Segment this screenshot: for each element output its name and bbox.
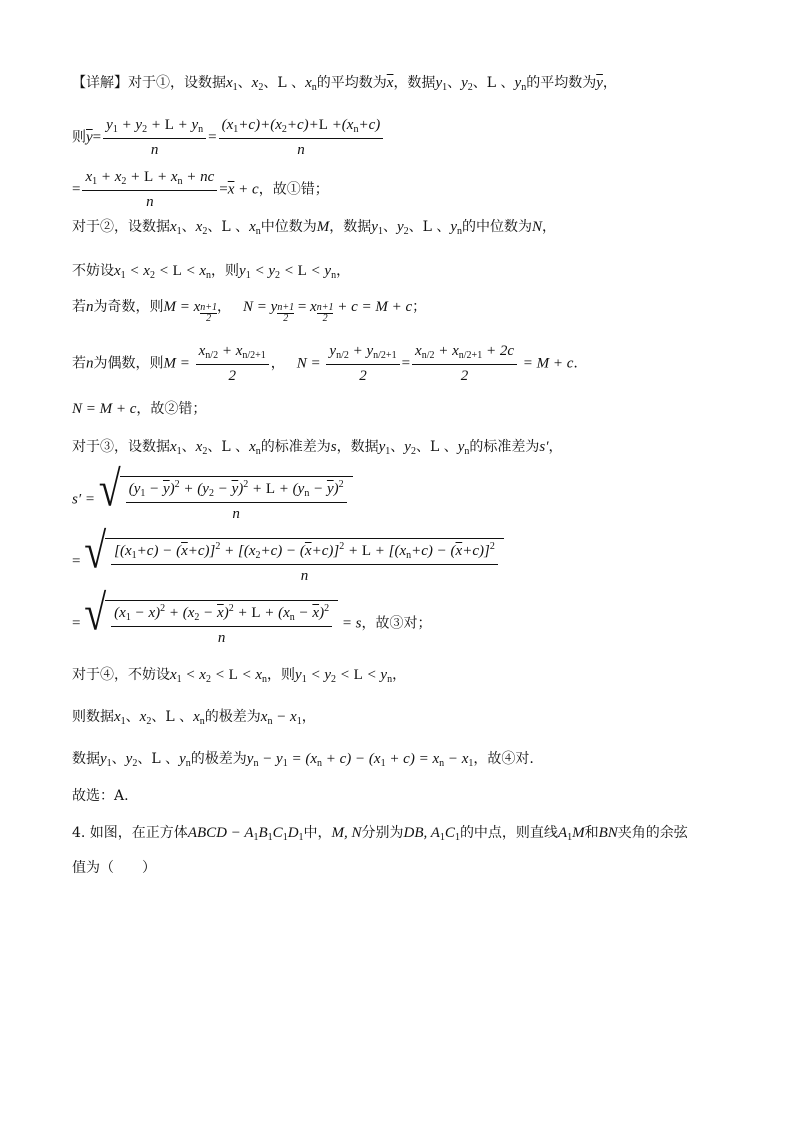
solution-line-10: s′ = √ $\frac{(y_1 - \overline{y})^2 + (y_2 - \overline{y})^2 + L + (y_n - \overline{y})^2}{n}$ [72,476,353,523]
solution-line-13: 对于④，不妨设$x_1 < x_2 < L < x_n$，则$y_1 < y_2 < L < y_n$， [72,667,407,685]
solution-line-5: 不妨设$x_1 < x_2 < L < x_n$，则$y_1 < y_2 < L < y_n$， [72,263,351,281]
solution-line-12: = √ $\frac{(x_1 - x)^2 + (x_2 - \overline{x})^2 + L + (x_n - \overline{x})^2}{n}$ = s，故③对； [72,584,432,646]
answer-line: 故选：A. [72,788,129,804]
question-4-line-2: 值为（ ） [72,860,156,876]
solution-line-4: 对于②，设数据$x_1$、$x_2$、L 、$x_n$中位数为M，数据$y_1$、$y_2$、L 、$y_n$的中位数为N， [72,219,557,237]
solution-line-3: = $\frac{x_1 + x_2 + L + x_n + nc}{n}$ $=\overline{x} + c$，故①错； [72,169,329,210]
solution-line-1: 【详解】对于①，设数据$x_1$、$x_2$、L 、$x_n$的平均数为$\overline{x}$，数据$y_1$、$y_2$、L 、$y_n$的平均数为$\overline{y}$， [72,75,617,93]
solution-line-6: 若n为奇数，则M = x $\frac{n+1}{2}$ ， N = y $\frac{n+1}{2}$ = x $\frac{n+1}{2}$ + c = M + c； [72,299,427,324]
solution-line-8: N = M + c，故②错； [72,401,207,417]
solution-line-14: 则数据$x_1$、$x_2$、L 、$x_n$的极差为$x_n - x_1$， [72,709,316,727]
solution-line-15: 数据$y_1$、$y_2$、L 、$y_n$的极差为$y_n - y_1 = (x_n + c) - (x_1 + c) = x_n - x_1$，故④对. [72,751,534,769]
solution-line-9: 对于③，设数据$x_1$、$x_2$、L 、$x_n$的标准差为s，数据$y_1$、$y_2$、L 、$y_n$的标准差为s′， [72,439,563,457]
solution-line-7: 若n为偶数，则M = $\frac{x_{n/2} + x_{n/2+1}}{2}$ ， N = $\frac{y_{n/2} + y_{n/2+1}}{2}$ = $\frac{x_{n/2} + x_{n/2+1} + 2c}{2}$ = M + c. [72,343,578,384]
solution-line-11: = √ $[(x_1+c) - (\overline{x}+c)]^2 + [(x_2+c) - (\overline{x}+c)]^2 + L + [(x_n+c) - (\overline{x}+c)]^2$ n [72,538,504,585]
question-4-line-1: 4. 如图，在正方体ABCD − $A_1B_1C_1D_1$中，M, N分别为DB, $A_1C_1$的中点，则直线$A_1M$和BN夹角的余弦 [72,825,688,843]
solution-line-2: 则$\overline{y}=$ $\frac{y_1 + y_2 + L + y_n}{n}$ = $\frac{(x_1+c)+(x_2+c)+L +(x_n+c)}{n}$ [72,116,385,159]
